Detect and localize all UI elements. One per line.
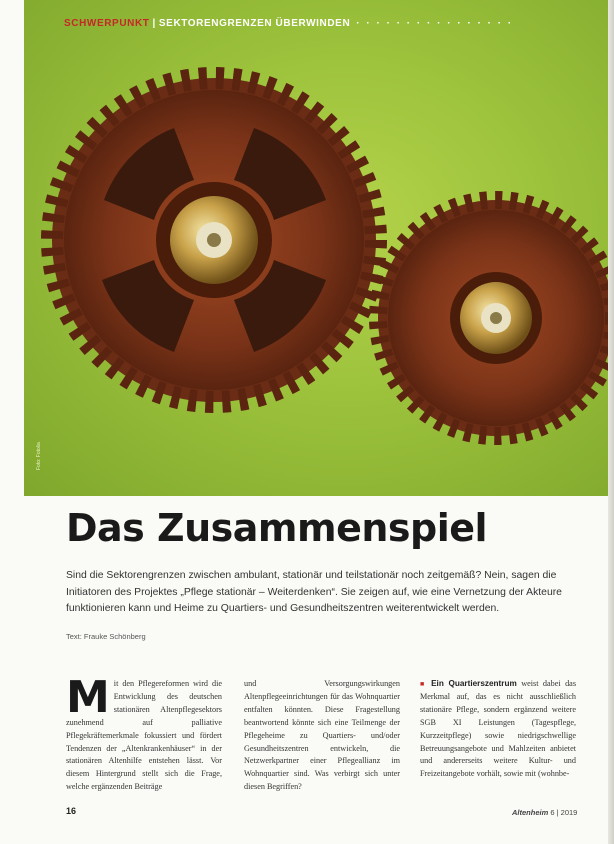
kicker-topic: SEKTORENGRENZEN ÜBERWINDEN (158, 18, 351, 29)
quarter-center-term: Ein Quartierszentrum (431, 679, 517, 688)
kicker-separator: | (152, 18, 156, 29)
body-column-3 (420, 678, 576, 781)
body-column-1 (66, 672, 222, 794)
kicker-dotted-rule: · · · · · · · · · · · · · · · · (356, 18, 514, 29)
page-edge (608, 0, 614, 844)
gears-photo (24, 0, 610, 496)
article-lead: Sind die Sektorengrenzen zwischen ambulant, stationär und teilstationär noch zeitgemäß? Nein, sagen die Initiatoren des Projektes „Pflege stationär – Weiterdenken“. Sie zeigen auf, wie eine Vernetzung der Akteure funktionieren kann und Heime zu Quartiers- und Gesundheitszentren weiterentwickelt werden. (66, 570, 562, 614)
magazine-footer (512, 808, 577, 817)
column-3-text: weist dabei das Merkmal auf, das es nicht ausschließlich stationäre Pflege, sondern ergänzend weitere SGB XI Leistungen (Tagespflege, Kurzzeitpflege) sowie niedrigschwellige Betreuungsangebote und Mahlzeiten anbietet und andererseits weitere Kultur- und Freizeitangebote vorhält, sowie mit (wohnbe- (420, 679, 576, 779)
rusty-gears-illustration (24, 0, 610, 496)
column-2-text: und Versorgungswirkungen Altenpflegeeinrichtungen für das Wohnquartier entfalten könnten. Diese Fragestellung beantwortend könnte sich eine Teilmenge der Pflegeheime zu Quartiers- und/oder Gesundheitszentren entwickeln, die Netzwerkpartner einer Pflegeallianz im Wohnquartier sind. Was verbirgt sich unter diesen Begriffen? (244, 679, 400, 792)
page-number: 16 (66, 806, 77, 816)
magazine-issue: 6 | 2019 (550, 808, 578, 817)
drop-cap: M (66, 672, 110, 723)
section-kicker (64, 18, 513, 29)
article-title: Das Zusammenspiel (66, 506, 488, 550)
small-gear (378, 200, 610, 436)
article-author: Text: Frauke Schönberg (66, 632, 146, 641)
large-gear (52, 78, 376, 402)
kicker-section: SCHWERPUNKT (64, 18, 150, 29)
magazine-name: Altenheim (512, 808, 549, 817)
photo-credit: Foto: Fotolia (36, 442, 42, 470)
body-column-2 (244, 678, 400, 794)
bullet-icon: ■ (420, 680, 427, 688)
column-1-text: it den Pflegereformen wird die Entwicklung des deutschen stationären Altenpflegesektors zunehmend auf palliative Pflegekräftemerkmale fokussiert und fördert Tendenzen der „Altenkrankenhäuser“ in der stationären Altenhilfe entstehen lässt. Vor diesem Hintergrund stellt sich die Frage, welche ergänzenden Beiträge (66, 679, 222, 792)
